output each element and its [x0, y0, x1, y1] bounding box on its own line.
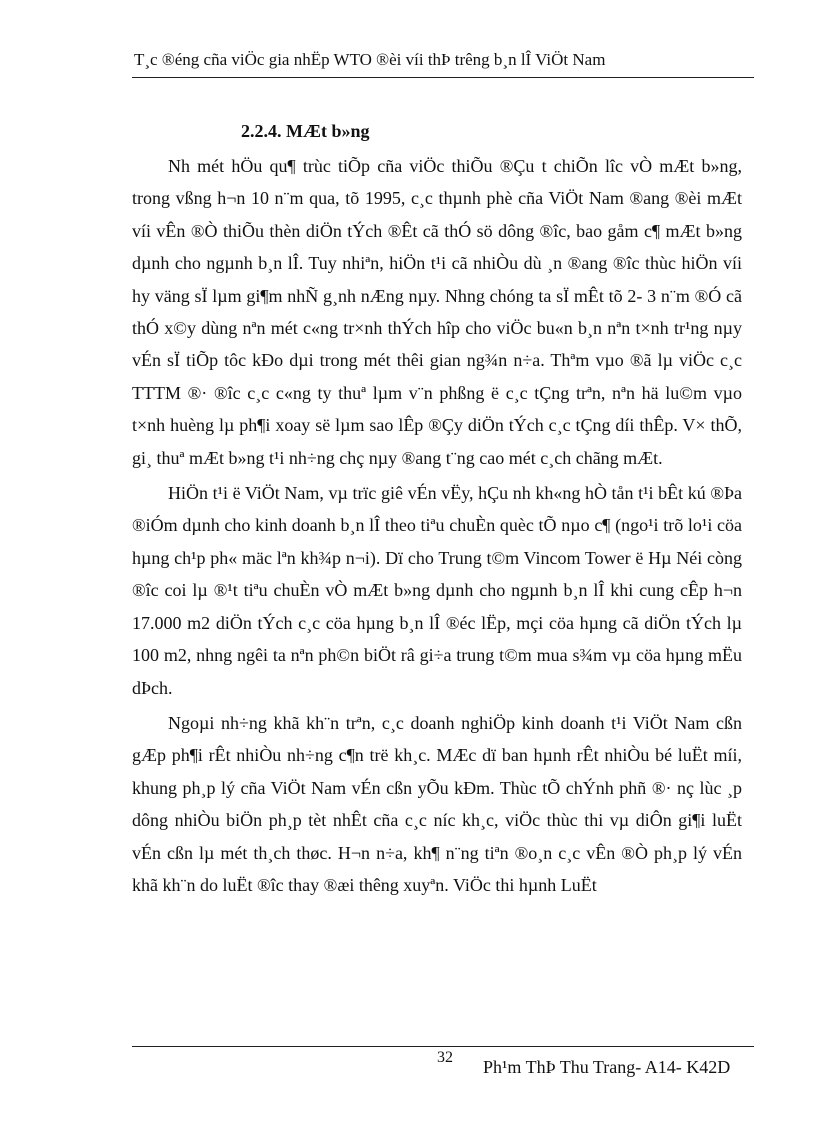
footer-divider	[132, 1046, 754, 1047]
body-text	[132, 150, 742, 904]
section-heading: 2.2.4. MÆt b»ng	[241, 121, 370, 141]
running-header: T¸c ®éng cña viÖc gia nhËp WTO ®èi víi thÞ trêng b¸n lÎ ViÖt Nam	[134, 50, 606, 69]
page-number: 32	[437, 1049, 453, 1066]
paragraph: Nh mét hÖu qu¶ trùc tiÕp cña viÖc thiÕu ®Çu t chiÕn lîc vÒ mÆt b»ng, trong vßng h¬n 10 n¨m qua, tõ 1995, c¸c thµnh phè cña ViÖt Nam ®ang ®èi mÆt víi vÊn ®Ò thiÕu thèn diÖn tÝch ®Êt cã thÓ sö dông ®îc, bao gåm c¶ mÆt b»ng dµnh cho ngµnh b¸n lÎ. Tuy nhiªn, hiÖn t¹i cã nhiÒu dù ¸n ®ang ®îc thùc hiÖn víi hy väng sÏ lµm gi¶m nhÑ g¸nh nÆng nµy. Nhng chóng ta sÏ mÊt tõ 2- 3 n¨m ®Ó cã thÓ x©y dùng nªn mét c«ng tr×nh thÝch hîp cho viÖc bu«n b¸n nªn t×nh tr¹ng nµy vÉn sÏ tiÕp tôc kÐo dµi trong mét thêi gian ng¾n n÷a. Thªm vµo ®ã lµ viÖc c¸c TTTM ®· ®îc c¸c c«ng ty thuª lµm v¨n phßng ë c¸c tÇng trªn, nªn hä lu©m vµo t×nh huèng lµ ph¶i xoay së lµm sao lÊp ®Çy diÖn tÝch c¸c tÇng díi thÊp. V× thÕ, gi¸ thuª mÆt b»ng t¹i nh÷ng chç nµy ®ang t¨ng cao mét c¸ch chãng mÆt.	[132, 156, 742, 468]
paragraph: HiÖn t¹i ë ViÖt Nam, vµ trïc giê vÉn vËy, hÇu nh kh«ng hÒ tån t¹i bÊt kú ®Þa ®iÓm dµnh cho kinh doanh b¸n lÎ theo tiªu chuÈn quèc tÕ nµo c¶ (ngo¹i trõ lo¹i cöa hµng ch¹p ph« mäc lªn kh¾p n¬i). Dï cho Trung t©m Vincom Tower ë Hµ Néi còng ®îc coi lµ ®¹t tiªu chuÈn vÒ mÆt b»ng dµnh cho ngµnh b¸n lÎ khi cung cÊp h¬n 17.000 m2 diÖn tÝch c¸c cöa hµng b¸n lÎ ®éc lËp, mçi cöa hµng cã diÖn tÝch lµ 100 m2, nhng ngêi ta nªn ph©n biÖt râ gi÷a trung t©m mua s¾m vµ cöa hµng mËu dÞch.	[132, 483, 742, 698]
paragraph: Ngoµi nh÷ng khã kh¨n trªn, c¸c doanh nghiÖp kinh doanh t¹i ViÖt Nam cßn gÆp ph¶i rÊt nhiÒu nh÷ng c¶n trë kh¸c. MÆc dï ban hµnh rÊt nhiÒu bé luËt míi, khung ph¸p lý cña ViÖt Nam vÉn cßn yÕu kÐm. Thùc tÕ chÝnh phñ ®· nç lùc ¸p dông nhiÒu biÖn ph¸p tèt nhÊt cña c¸c níc kh¸c, viÖc thùc thi vµ diÔn gi¶i luËt vÉn cßn lµ mét th¸ch thøc. H¬n n÷a, kh¶ n¨ng tiªn ®o¸n c¸c vÊn ®Ò ph¸p lý vÉn khã kh¨n do luËt ®îc thay ®æi thêng xuyªn. ViÖc thi hµnh LuËt	[132, 712, 742, 895]
header-divider	[132, 77, 754, 78]
footer-author: Ph¹m ThÞ Thu Trang- A14- K42D	[483, 1057, 731, 1077]
